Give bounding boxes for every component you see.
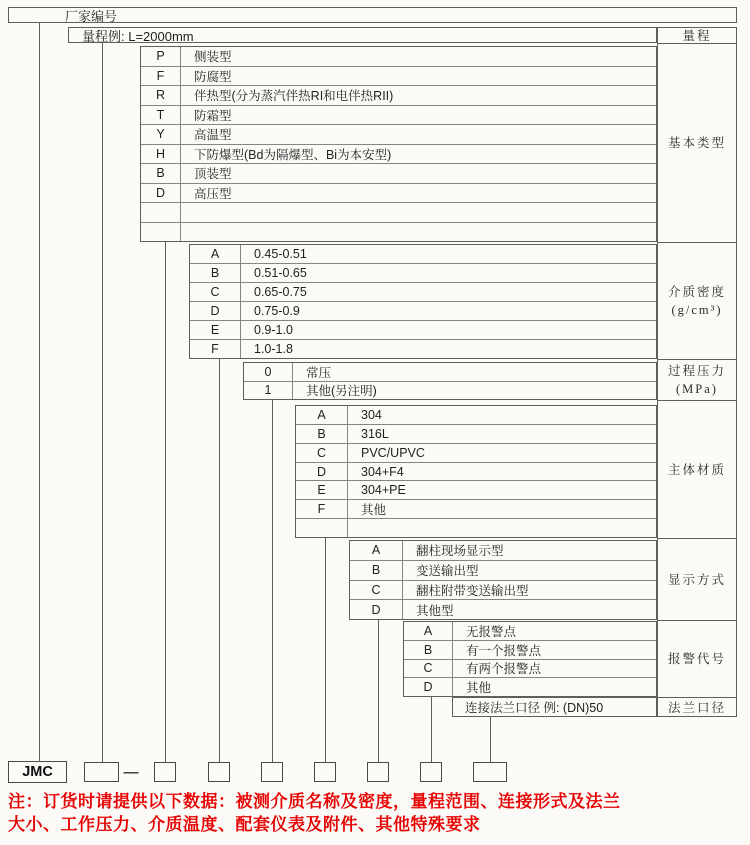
model-code-box — [367, 762, 389, 782]
code-cell: B — [350, 561, 403, 580]
desc-cell: 高压型 — [194, 186, 232, 201]
desc-cell: 无报警点 — [466, 624, 517, 639]
flange-desc: 连接法兰口径 例: (DN)50 — [465, 701, 604, 715]
desc-cell: 0.65-0.75 — [254, 285, 307, 299]
process-pressure-row — [244, 363, 656, 381]
code-cell: A — [296, 406, 348, 424]
desc-cell: 防腐型 — [194, 69, 232, 84]
body-material-row — [296, 518, 656, 537]
alarm-code-row — [404, 640, 656, 659]
code-cell: C — [404, 660, 453, 678]
code-cell: C — [350, 581, 403, 600]
desc-cell: 304+PE — [361, 483, 406, 498]
category-label-cell — [658, 360, 736, 401]
basic-type-row — [141, 105, 656, 125]
category-label-cell — [658, 539, 736, 621]
code-cell: H — [141, 145, 181, 164]
manufacturer-label: 厂家编号 — [65, 8, 118, 24]
alarm-code-row — [404, 659, 656, 678]
medium-density-row — [190, 301, 656, 320]
medium-density-row — [190, 263, 656, 282]
code-cell: B — [296, 425, 348, 443]
desc-cell: 侧装型 — [194, 50, 232, 65]
connector-line — [165, 242, 166, 762]
connector-line — [325, 538, 326, 762]
code-cell: A — [404, 622, 453, 640]
desc-cell: 变送输出型 — [416, 564, 479, 579]
code-cell: E — [296, 481, 348, 499]
category-label-cell — [658, 621, 736, 698]
desc-cell — [181, 203, 656, 222]
model-prefix-label: JMC — [22, 764, 53, 780]
category-label-line: (g/cm³) — [671, 303, 723, 317]
code-cell: B — [404, 641, 453, 659]
model-code-box — [314, 762, 336, 782]
code-cell: 1 — [244, 382, 293, 400]
basic-type-row — [141, 183, 656, 203]
medium-density-row — [190, 282, 656, 301]
category-label-cell — [658, 243, 736, 360]
section-table-display-mode — [349, 540, 657, 620]
display-mode-row — [350, 599, 656, 619]
code-cell: R — [141, 86, 181, 105]
code-cell: E — [190, 321, 241, 339]
connector-line — [490, 717, 491, 762]
model-separator: — — [123, 763, 139, 781]
model-code-box — [84, 762, 119, 782]
body-material-row — [296, 424, 656, 443]
category-label-line: 报警代号 — [667, 652, 726, 666]
desc-cell: 304+F4 — [361, 464, 404, 479]
basic-type-row — [141, 144, 656, 164]
code-cell: Y — [141, 125, 181, 144]
desc-cell: 0.51-0.65 — [254, 266, 307, 280]
code-cell: C — [296, 444, 348, 462]
desc-cell: 其他(另注明) — [306, 384, 377, 399]
desc-cell: 顶装型 — [194, 167, 232, 182]
process-pressure-row — [244, 381, 656, 400]
code-cell: T — [141, 106, 181, 125]
basic-type-row — [141, 66, 656, 86]
code-cell: 0 — [244, 363, 293, 381]
basic-type-row — [141, 222, 656, 242]
medium-density-row — [190, 339, 656, 358]
category-label-line: 显示方式 — [667, 572, 726, 587]
code-cell — [141, 203, 181, 222]
body-material-row — [296, 406, 656, 424]
section-table-medium-density — [189, 244, 657, 359]
code-cell: A — [190, 245, 241, 263]
order-note-line2: 大小、工作压力、介质温度、配套仪表及附件、其他特殊要求 — [8, 814, 481, 834]
flange-row — [452, 697, 657, 717]
section-table-alarm-code — [403, 621, 657, 697]
range-example-label: 量程例: L=2000mm — [82, 28, 194, 44]
desc-cell: 有一个报警点 — [466, 643, 542, 658]
model-code-box — [208, 762, 230, 782]
code-cell — [296, 519, 348, 537]
model-code-box — [154, 762, 176, 782]
code-cell: B — [190, 264, 241, 282]
desc-cell: 0.9-1.0 — [254, 323, 293, 337]
code-cell: B — [141, 164, 181, 183]
range-row — [68, 27, 657, 43]
medium-density-row — [190, 245, 656, 263]
desc-cell — [181, 223, 656, 242]
code-cell: D — [190, 302, 241, 320]
category-label-cell — [658, 698, 736, 717]
desc-cell: 伴热型(分为蒸汽伴热RI和电伴热RII) — [194, 89, 394, 104]
display-mode-row — [350, 541, 656, 560]
connector-line — [219, 359, 220, 762]
desc-cell: 常压 — [306, 365, 332, 380]
desc-cell: 0.75-0.9 — [254, 304, 300, 318]
desc-cell: 其他 — [466, 681, 492, 696]
code-cell: F — [296, 500, 348, 518]
category-label-line: 量程 — [682, 28, 712, 43]
basic-type-row — [141, 163, 656, 183]
display-mode-row — [350, 580, 656, 600]
model-prefix-box — [8, 761, 67, 783]
alarm-code-row — [404, 622, 656, 640]
section-table-basic-type — [140, 46, 657, 242]
category-label-line: 基本类型 — [667, 136, 726, 150]
desc-cell: 304 — [361, 407, 382, 422]
desc-cell: 其他型 — [416, 603, 454, 618]
category-label-line: 介质密度 — [667, 285, 726, 299]
body-material-row — [296, 499, 656, 518]
medium-density-row — [190, 320, 656, 339]
code-cell: F — [190, 340, 241, 358]
code-cell: D — [141, 184, 181, 203]
code-cell: C — [190, 283, 241, 301]
connector-line — [272, 400, 273, 762]
code-cell: A — [350, 541, 403, 560]
basic-type-row — [141, 47, 656, 66]
category-label-cell — [658, 28, 736, 44]
display-mode-row — [350, 560, 656, 580]
basic-type-row — [141, 85, 656, 105]
desc-cell: 下防爆型(Bd为隔爆型、Bi为本安型) — [194, 147, 392, 162]
desc-cell: 有两个报警点 — [466, 662, 542, 677]
desc-cell: 翻柱现场显示型 — [416, 544, 504, 559]
code-cell: F — [141, 67, 181, 86]
desc-cell: 316L — [361, 426, 389, 441]
desc-cell — [348, 519, 656, 537]
section-table-body-material — [295, 405, 657, 538]
code-cell: D — [350, 600, 403, 619]
label-column — [657, 27, 737, 717]
model-code-box — [420, 762, 442, 782]
code-cell: D — [404, 678, 453, 696]
alarm-code-row — [404, 677, 656, 696]
body-material-row — [296, 480, 656, 499]
code-cell — [141, 223, 181, 242]
order-note — [8, 791, 745, 836]
connector-line — [378, 620, 379, 762]
connector-line — [102, 43, 103, 762]
basic-type-row — [141, 124, 656, 144]
desc-cell: 1.0-1.8 — [254, 342, 293, 356]
category-label-line: 主体材质 — [667, 462, 726, 477]
desc-cell: 防霜型 — [194, 108, 232, 123]
manufacturer-row — [8, 7, 737, 23]
desc-cell: PVC/UPVC — [361, 445, 425, 460]
category-label-line: 法兰口径 — [667, 701, 726, 715]
body-material-row — [296, 443, 656, 462]
section-table-process-pressure — [243, 362, 657, 400]
code-cell: D — [296, 463, 348, 481]
category-label-line: (MPa) — [676, 382, 718, 396]
desc-cell: 0.45-0.51 — [254, 247, 307, 261]
category-label-line: 过程压力 — [667, 364, 726, 378]
model-code-box — [473, 762, 507, 782]
desc-cell: 高温型 — [194, 128, 232, 143]
connector-line — [431, 697, 432, 762]
model-code-box — [261, 762, 283, 782]
body-material-row — [296, 462, 656, 481]
category-label-cell — [658, 401, 736, 539]
category-label-cell — [658, 44, 736, 243]
code-cell: P — [141, 47, 181, 66]
desc-cell: 其他 — [361, 503, 387, 518]
desc-cell: 翻柱附带变送输出型 — [416, 583, 529, 598]
order-note-line1: 注：订货时请提供以下数据：被测介质名称及密度，量程范围、连接形式及法兰 — [8, 792, 621, 811]
basic-type-row — [141, 202, 656, 222]
connector-line — [39, 23, 40, 762]
